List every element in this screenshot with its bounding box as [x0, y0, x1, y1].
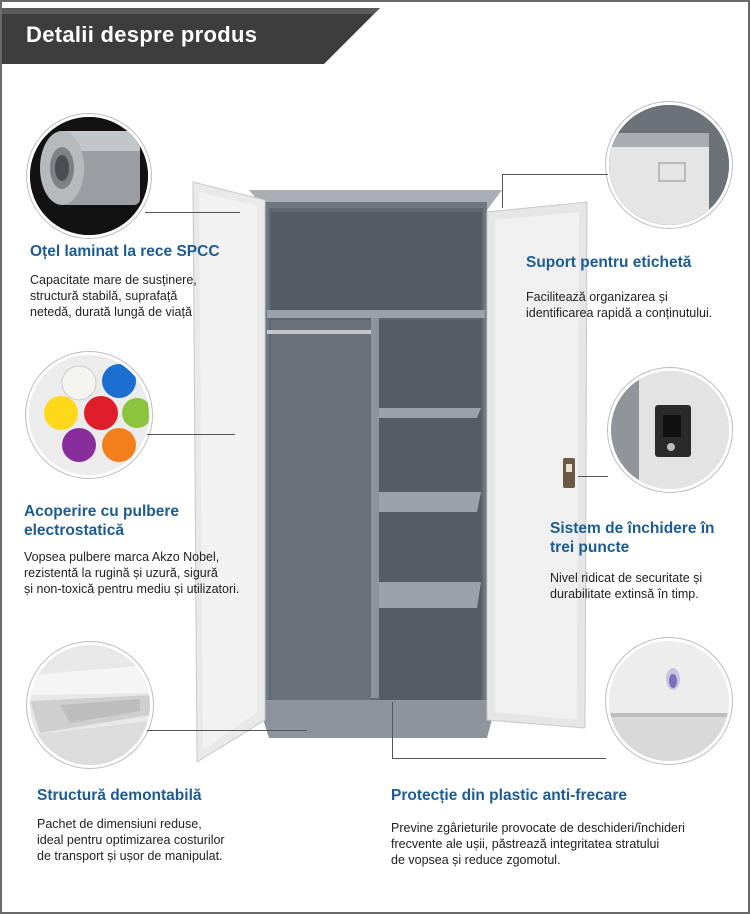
panel-structure-image: [27, 642, 153, 768]
coating-description: Vopsea pulbere marca Akzo Nobel, rezistentă la rugină și uzură, sigură și non-toxică pentru mediu și utilizatori.: [24, 550, 240, 596]
steel-description: Capacitate mare de susținere, structură stabilă, suprafață netedă, durată lungă de viață: [30, 273, 197, 319]
structure-description: Pachet de dimensiuni reduse, ideal pentru optimizarea costurilor de transport și ușor de manipulat.: [37, 817, 225, 863]
title-banner: [2, 8, 382, 64]
connector-line: [145, 212, 240, 213]
lock-description: Nivel ridicat de securitate și durabilitate extinsă în timp.: [550, 571, 703, 601]
connector-line: [147, 730, 307, 731]
connector-line: [502, 174, 503, 208]
steel-heading: Oțel laminat la rece SPCC: [30, 243, 220, 260]
label-holder-image: [606, 102, 732, 228]
structure-heading: Structură demontabilă: [37, 787, 202, 804]
plastic-heading: Protecție din plastic anti-frecare: [391, 787, 628, 804]
steel-coil-image: [27, 114, 151, 238]
label-holder-description: Facilitează organizarea și identificarea rapidă a conținutului.: [526, 290, 713, 320]
connector-line: [392, 702, 393, 758]
connector-line: [392, 758, 606, 759]
connector-line: [578, 476, 608, 477]
page-title: Detalii despre produs: [26, 22, 258, 47]
lock-heading: Sistem de închidere în trei puncte: [550, 520, 715, 556]
plastic-protector-image: [606, 638, 732, 764]
powder-colors-image: [26, 352, 152, 478]
connector-line: [502, 174, 608, 175]
lock-handle-image: [608, 368, 732, 492]
connector-line: [147, 434, 235, 435]
plastic-description: Previne zgârieturile provocate de deschideri/închideri frecvente ale ușii, păstrează integritatea stratului de vopsea și reduce zgomotul.: [391, 821, 685, 867]
label-holder-heading: Suport pentru etichetă: [526, 254, 692, 271]
coating-heading: Acoperire cu pulbere electrostatică: [24, 503, 180, 539]
